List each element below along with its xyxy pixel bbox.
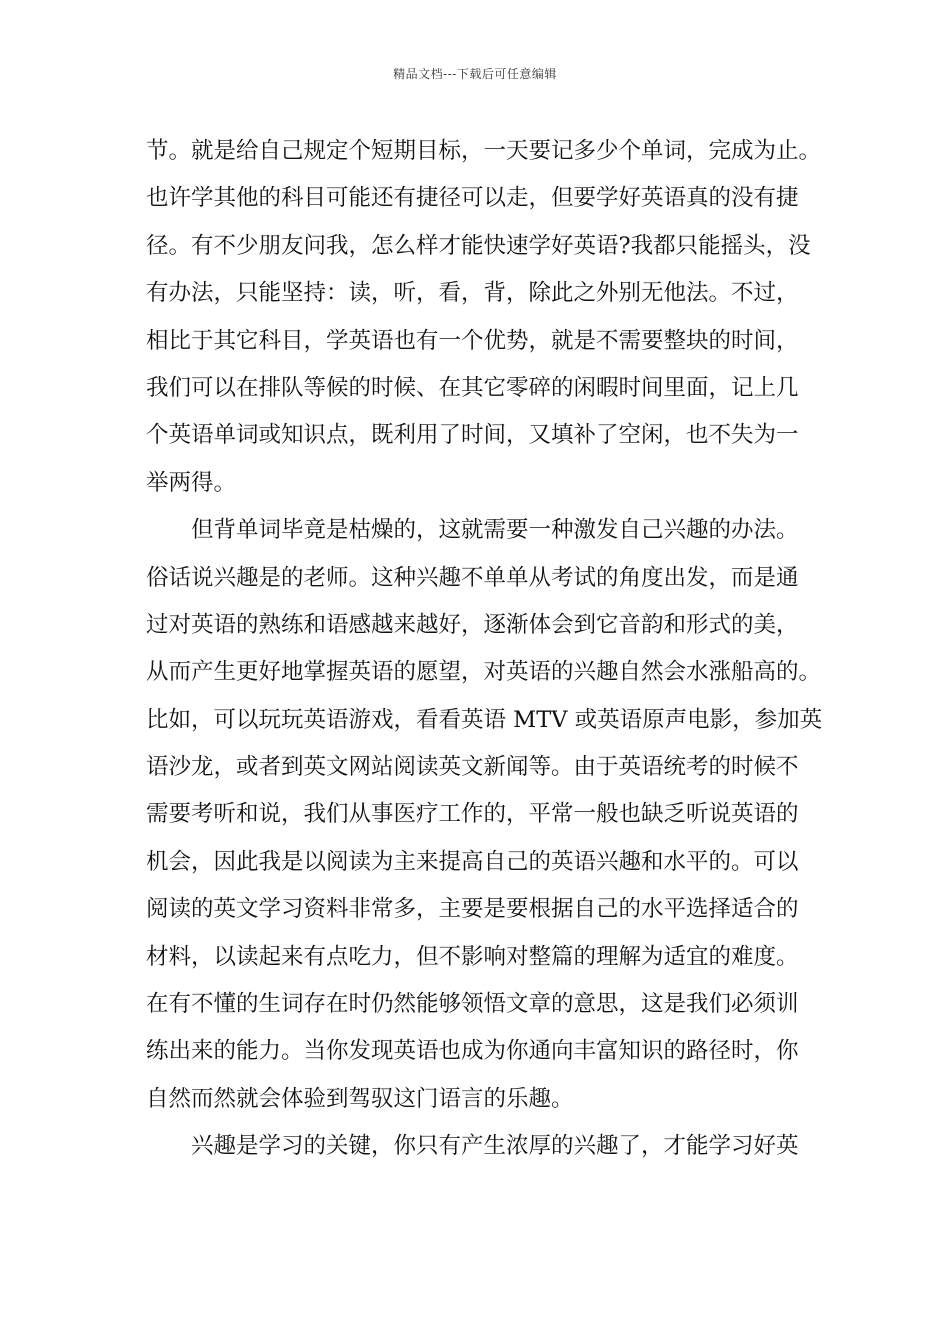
text-line: 有办法，只能坚持：读，听，看，背，除此之外别无他法。不过，	[146, 280, 799, 307]
paragraph-start-line: 兴趣是学习的关键，你只有产生浓厚的兴趣了，才能学习好英	[191, 1133, 799, 1160]
text-line: 在有不懂的生词存在时仍然能够领悟文章的意思，这是我们必须训	[146, 991, 799, 1018]
text-line: 自然而然就会体验到驾驭这门语言的乐趣。	[146, 1085, 574, 1112]
text-line: 机会，因此我是以阅读为主来提高自己的英语兴趣和水平的。可以	[146, 848, 799, 875]
text-line: 阅读的英文学习资料非常多，主要是要根据自己的水平选择适合的	[146, 896, 799, 923]
text-line: 相比于其它科目，学英语也有一个优势，就是不需要整块的时间，	[146, 327, 799, 354]
text-line: 俗话说兴趣是的老师。这种兴趣不单单从考试的角度出发，而是通	[146, 564, 799, 591]
text-line: 径。有不少朋友问我，怎么样才能快速学好英语?我都只能摇头，没	[146, 232, 811, 259]
paragraph-start-line: 但背单词毕竟是枯燥的，这就需要一种激发自己兴趣的办法。	[191, 517, 799, 544]
text-line: 练出来的能力。当你发现英语也成为你通向丰富知识的路径时，你	[146, 1038, 799, 1065]
body-text	[146, 132, 826, 1175]
text-line: 过对英语的熟练和语感越来越好，逐渐体会到它音韵和形式的美，	[146, 611, 799, 638]
text-line: 也许学其他的科目可能还有捷径可以走，但要学好英语真的没有捷	[146, 185, 799, 212]
text-line: 个英语单词或知识点，既利用了时间，又填补了空闲，也不失为一	[146, 422, 799, 449]
text-line: 我们可以在排队等候的时候、在其它零碎的闲暇时间里面，记上几	[146, 374, 799, 401]
page-header: 精品文档---下载后可任意编辑	[393, 67, 557, 81]
text-line: 需要考听和说，我们从事医疗工作的，平常一般也缺乏听说英语的	[146, 801, 799, 828]
text-line: 语沙龙，或者到英文网站阅读英文新闻等。由于英语统考的时候不	[146, 754, 799, 781]
text-line: 节。就是给自己规定个短期目标，一天要记多少个单词，完成为止。	[146, 138, 822, 164]
text-line: 比如，可以玩玩英语游戏，看看英语 MTV 或英语原声电影，参加英	[146, 706, 823, 733]
text-line: 从而产生更好地掌握英语的愿望，对英语的兴趣自然会水涨船高的。	[146, 659, 822, 686]
text-line: 举两得。	[146, 469, 237, 496]
text-line: 材料，以读起来有点吃力，但不影响对整篇的理解为适宜的难度。	[146, 943, 799, 970]
